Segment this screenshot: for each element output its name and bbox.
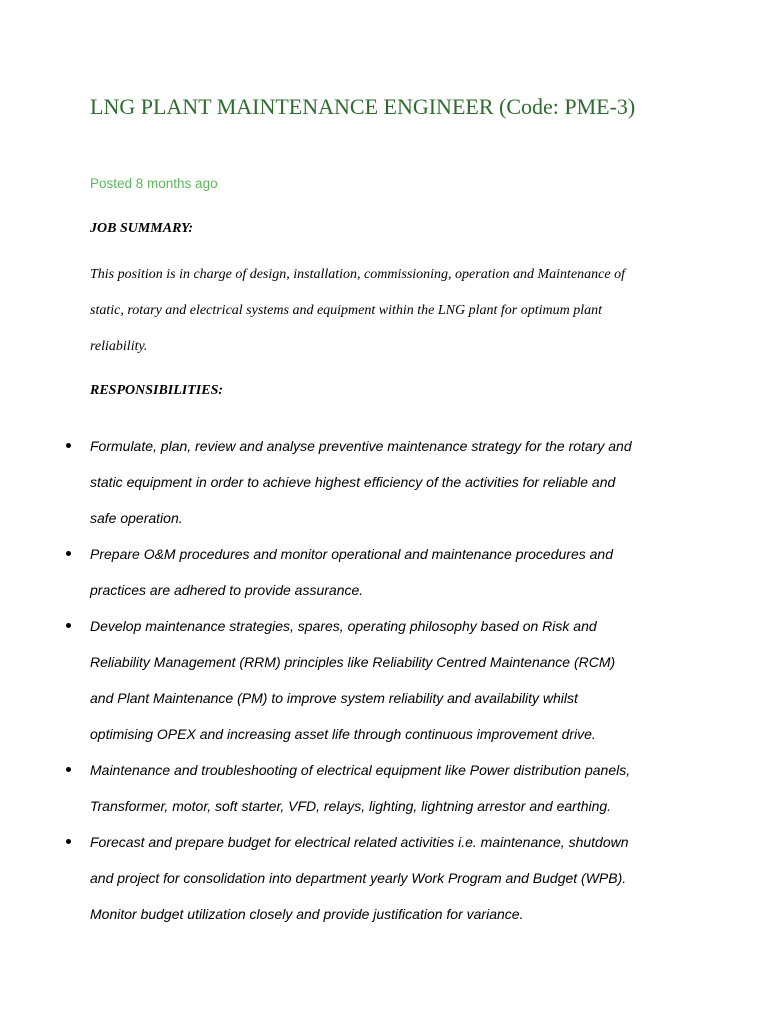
list-item (0, 752, 768, 824)
responsibilities-heading: RESPONSIBILITIES: (90, 383, 224, 398)
summary-line: This position is in charge of design, installation, commissioning, operation and Maintenance of (90, 267, 625, 282)
list-item-text (90, 428, 768, 536)
bullet-icon (66, 551, 71, 556)
bullet-icon (66, 839, 71, 844)
list-item-line: and project for consolidation into department yearly Work Program and Budget (WPB). (90, 870, 627, 886)
list-item-line: Maintenance and troubleshooting of electrical equipment like Power distribution panels, (90, 762, 631, 778)
job-summary-heading: JOB SUMMARY: (90, 221, 194, 236)
responsibilities-list (0, 428, 768, 932)
list-item-line: optimising OPEX and increasing asset life through continuous improvement drive. (90, 726, 596, 742)
list-item-text (90, 752, 768, 824)
bullet-icon (66, 767, 71, 772)
list-item-line: static equipment in order to achieve highest efficiency of the activities for reliable and (90, 474, 616, 490)
list-item-line: Forecast and prepare budget for electrical related activities i.e. maintenance, shutdown (90, 834, 629, 850)
list-item-text (90, 536, 768, 608)
list-item-text (90, 608, 768, 752)
list-item-line: Develop maintenance strategies, spares, operating philosophy based on Risk and (90, 618, 597, 634)
job-title: LNG PLANT MAINTENANCE ENGINEER (Code: PME-3) (90, 94, 636, 119)
list-item-line: safe operation. (90, 510, 183, 526)
summary-line: static, rotary and electrical systems and equipment within the LNG plant for optimum plant (90, 303, 603, 318)
list-item-text (90, 824, 768, 932)
list-item-line: Monitor budget utilization closely and provide justification for variance. (90, 906, 524, 922)
list-item-line: Transformer, motor, soft starter, VFD, relays, lighting, lightning arrestor and earthing. (90, 798, 612, 814)
list-item (0, 428, 768, 536)
list-item-line: practices are adhered to provide assurance. (90, 582, 364, 598)
job-summary-text (90, 257, 690, 365)
list-item (0, 824, 768, 932)
list-item (0, 536, 768, 608)
posted-date: Posted 8 months ago (90, 176, 218, 191)
list-item-line: Formulate, plan, review and analyse preventive maintenance strategy for the rotary and (90, 438, 632, 454)
bullet-icon (66, 623, 71, 628)
list-item-line: and Plant Maintenance (PM) to improve system reliability and availability whilst (90, 690, 578, 706)
list-item-line: Prepare O&M procedures and monitor operational and maintenance procedures and (90, 546, 613, 562)
list-item-line: Reliability Management (RRM) principles like Reliability Centred Maintenance (RCM) (90, 654, 616, 670)
bullet-icon (66, 443, 71, 448)
list-item (0, 608, 768, 752)
summary-line: reliability. (90, 339, 148, 354)
